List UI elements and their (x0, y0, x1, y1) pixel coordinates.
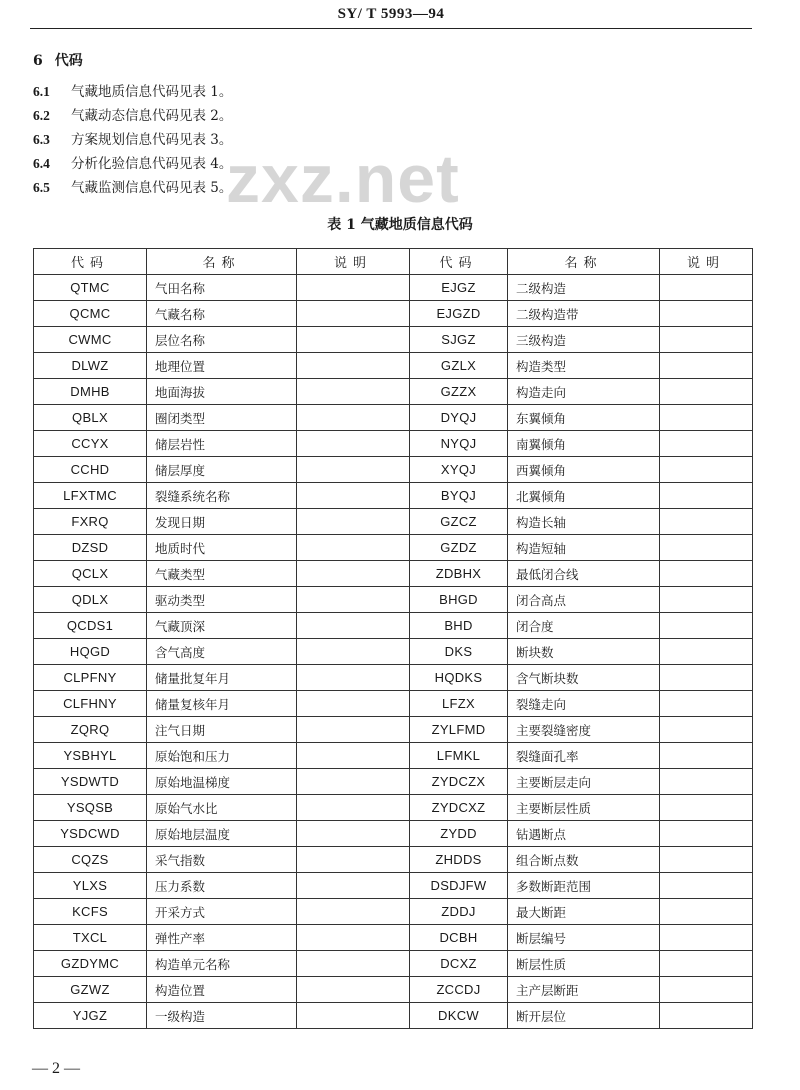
header-note: 说明 (660, 249, 753, 275)
name-cell: 构造长轴 (508, 509, 660, 535)
table-row (34, 379, 410, 405)
name-cell: 气田名称 (147, 275, 297, 301)
name-cell: 气藏顶深 (147, 613, 297, 639)
name-cell: 含气高度 (147, 639, 297, 665)
watermark: zxz.net (226, 141, 460, 217)
header-name: 名称 (147, 249, 297, 275)
note-cell (660, 561, 753, 587)
note-cell (297, 1003, 410, 1029)
section-number: 6 (33, 53, 43, 69)
clause-number: 6.1 (33, 84, 50, 99)
table-row (410, 431, 753, 457)
name-cell: 层位名称 (147, 327, 297, 353)
note-cell (297, 691, 410, 717)
name-cell: 断层性质 (508, 951, 660, 977)
name-cell: 构造位置 (147, 977, 297, 1003)
table-row (410, 795, 753, 821)
code-cell: DKS (410, 639, 508, 665)
name-cell: 最低闭合线 (508, 561, 660, 587)
code-cell: HQGD (34, 639, 147, 665)
table-row (410, 691, 753, 717)
table-row (410, 457, 753, 483)
name-cell: 发现日期 (147, 509, 297, 535)
note-cell (660, 821, 753, 847)
note-cell (297, 925, 410, 951)
name-cell: 构造走向 (508, 379, 660, 405)
table-row (34, 1003, 410, 1029)
name-cell: 东翼倾角 (508, 405, 660, 431)
name-cell: 储层厚度 (147, 457, 297, 483)
note-cell (297, 977, 410, 1003)
note-cell (660, 691, 753, 717)
name-cell: 含气断块数 (508, 665, 660, 691)
note-cell (297, 743, 410, 769)
table-row (410, 899, 753, 925)
table-row (410, 1003, 753, 1029)
code-cell: GZDZ (410, 535, 508, 561)
clause-number: 6.3 (33, 132, 50, 147)
code-cell: QDLX (34, 587, 147, 613)
note-cell (297, 899, 410, 925)
note-cell (660, 665, 753, 691)
code-cell: DLWZ (34, 353, 147, 379)
note-cell (297, 301, 410, 327)
header-note: 说明 (297, 249, 410, 275)
clause-item (33, 176, 232, 200)
code-cell: EJGZD (410, 301, 508, 327)
table-row (410, 951, 753, 977)
code-cell: QTMC (34, 275, 147, 301)
note-cell (297, 535, 410, 561)
note-cell (297, 405, 410, 431)
code-cell: GZLX (410, 353, 508, 379)
note-cell (660, 587, 753, 613)
name-cell: 地质时代 (147, 535, 297, 561)
note-cell (297, 873, 410, 899)
note-cell (660, 769, 753, 795)
name-cell: 南翼倾角 (508, 431, 660, 457)
table-row (410, 847, 753, 873)
name-cell: 构造类型 (508, 353, 660, 379)
code-cell: ZDDJ (410, 899, 508, 925)
table-row (34, 327, 410, 353)
clause-item (33, 128, 232, 152)
code-cell: YSBHYL (34, 743, 147, 769)
code-cell: CCHD (34, 457, 147, 483)
name-cell: 裂缝系统名称 (147, 483, 297, 509)
code-cell: ZYLFMD (410, 717, 508, 743)
clause-item (33, 80, 232, 104)
code-cell: TXCL (34, 925, 147, 951)
table-row (34, 483, 410, 509)
note-cell (297, 639, 410, 665)
table-row (410, 353, 753, 379)
code-cell: CWMC (34, 327, 147, 353)
note-cell (660, 925, 753, 951)
name-cell: 地面海拔 (147, 379, 297, 405)
code-cell: ZCCDJ (410, 977, 508, 1003)
table-row (410, 483, 753, 509)
code-cell: CLFHNY (34, 691, 147, 717)
table-row (34, 977, 410, 1003)
note-cell (660, 795, 753, 821)
table-row (34, 405, 410, 431)
name-cell: 气藏名称 (147, 301, 297, 327)
table-row (410, 665, 753, 691)
note-cell (660, 327, 753, 353)
note-cell (297, 951, 410, 977)
section-heading: 代码 (54, 53, 83, 69)
note-cell (660, 1003, 753, 1029)
name-cell: 主产层断距 (508, 977, 660, 1003)
name-cell: 气藏类型 (147, 561, 297, 587)
code-cell: DCXZ (410, 951, 508, 977)
note-cell (660, 483, 753, 509)
code-cell: GZZX (410, 379, 508, 405)
table-row (34, 431, 410, 457)
code-cell: ZHDDS (410, 847, 508, 873)
table-row (34, 535, 410, 561)
clause-text: 分析化验信息代码见表 4。 (71, 156, 233, 172)
note-cell (297, 483, 410, 509)
table-row (410, 821, 753, 847)
table-row (410, 327, 753, 353)
table-row (34, 743, 410, 769)
section-title (33, 50, 95, 70)
code-cell: FXRQ (34, 509, 147, 535)
note-cell (660, 509, 753, 535)
note-cell (297, 717, 410, 743)
table-row (410, 613, 753, 639)
table-row (410, 509, 753, 535)
code-cell: ZYDCZX (410, 769, 508, 795)
name-cell: 闭合高点 (508, 587, 660, 613)
code-cell: DMHB (34, 379, 147, 405)
clause-text: 方案规划信息代码见表 3。 (71, 132, 233, 148)
code-cell: ZDBHX (410, 561, 508, 587)
note-cell (297, 561, 410, 587)
code-table-right (409, 248, 753, 1029)
note-cell (297, 587, 410, 613)
code-cell: DCBH (410, 925, 508, 951)
note-cell (660, 405, 753, 431)
note-cell (660, 275, 753, 301)
name-cell: 断开层位 (508, 1003, 660, 1029)
code-cell: YLXS (34, 873, 147, 899)
note-cell (660, 535, 753, 561)
code-cell: SJGZ (410, 327, 508, 353)
table-row (34, 457, 410, 483)
code-cell: GZCZ (410, 509, 508, 535)
code-cell: DZSD (34, 535, 147, 561)
header-name: 名称 (508, 249, 660, 275)
note-cell (660, 353, 753, 379)
note-cell (660, 379, 753, 405)
name-cell: 储量复核年月 (147, 691, 297, 717)
note-cell (660, 743, 753, 769)
name-cell: 一级构造 (147, 1003, 297, 1029)
table-row (34, 587, 410, 613)
name-cell: 最大断距 (508, 899, 660, 925)
note-cell (297, 769, 410, 795)
name-cell: 组合断点数 (508, 847, 660, 873)
table-row (410, 639, 753, 665)
name-cell: 储量批复年月 (147, 665, 297, 691)
code-cell: BYQJ (410, 483, 508, 509)
note-cell (660, 301, 753, 327)
table-row (34, 353, 410, 379)
name-cell: 地理位置 (147, 353, 297, 379)
code-cell: CCYX (34, 431, 147, 457)
code-cell: ZQRQ (34, 717, 147, 743)
code-cell: NYQJ (410, 431, 508, 457)
code-cell: LFXTMC (34, 483, 147, 509)
note-cell (297, 821, 410, 847)
table-row (410, 717, 753, 743)
name-cell: 原始地温梯度 (147, 769, 297, 795)
table-row (34, 873, 410, 899)
table-row (34, 847, 410, 873)
name-cell: 西翼倾角 (508, 457, 660, 483)
name-cell: 裂缝走向 (508, 691, 660, 717)
note-cell (297, 431, 410, 457)
name-cell: 多数断距范围 (508, 873, 660, 899)
table-row (410, 587, 753, 613)
header-code: 代码 (410, 249, 508, 275)
code-cell: YJGZ (34, 1003, 147, 1029)
name-cell: 压力系数 (147, 873, 297, 899)
name-cell: 断块数 (508, 639, 660, 665)
name-cell: 开采方式 (147, 899, 297, 925)
name-cell: 构造短轴 (508, 535, 660, 561)
note-cell (660, 431, 753, 457)
code-cell: YSDWTD (34, 769, 147, 795)
note-cell (660, 847, 753, 873)
table-row (410, 301, 753, 327)
clause-text: 气藏动态信息代码见表 2。 (71, 108, 233, 124)
name-cell: 主要断层走向 (508, 769, 660, 795)
name-cell: 弹性产率 (147, 925, 297, 951)
note-cell (297, 847, 410, 873)
name-cell: 主要断层性质 (508, 795, 660, 821)
name-cell: 闭合度 (508, 613, 660, 639)
table-row (34, 821, 410, 847)
code-cell: QCDS1 (34, 613, 147, 639)
clause-text: 气藏监测信息代码见表 5。 (71, 180, 233, 196)
code-cell: GZWZ (34, 977, 147, 1003)
table-row (410, 275, 753, 301)
clause-item (33, 152, 232, 176)
clause-text: 气藏地质信息代码见表 1。 (71, 84, 233, 100)
code-cell: CLPFNY (34, 665, 147, 691)
code-cell: LFMKL (410, 743, 508, 769)
note-cell (297, 379, 410, 405)
code-cell: XYQJ (410, 457, 508, 483)
name-cell: 圈闭类型 (147, 405, 297, 431)
table-row (34, 691, 410, 717)
table-row (410, 561, 753, 587)
table-row (34, 795, 410, 821)
note-cell (297, 665, 410, 691)
table-row (410, 873, 753, 899)
code-cell: YSQSB (34, 795, 147, 821)
name-cell: 储层岩性 (147, 431, 297, 457)
code-cell: LFZX (410, 691, 508, 717)
name-cell: 主要裂缝密度 (508, 717, 660, 743)
name-cell: 原始地层温度 (147, 821, 297, 847)
note-cell (297, 327, 410, 353)
name-cell: 三级构造 (508, 327, 660, 353)
note-cell (660, 613, 753, 639)
note-cell (660, 873, 753, 899)
code-table-left (33, 248, 410, 1029)
table-row (34, 509, 410, 535)
code-cell: GZDYMC (34, 951, 147, 977)
note-cell (297, 509, 410, 535)
table-row (34, 275, 410, 301)
note-cell (297, 795, 410, 821)
clause-number: 6.4 (33, 156, 50, 171)
table-row (34, 665, 410, 691)
code-cell: BHGD (410, 587, 508, 613)
name-cell: 二级构造带 (508, 301, 660, 327)
note-cell (660, 899, 753, 925)
note-cell (297, 353, 410, 379)
clause-number: 6.5 (33, 180, 50, 195)
name-cell: 构造单元名称 (147, 951, 297, 977)
name-cell: 原始饱和压力 (147, 743, 297, 769)
table-caption: 表 1 气藏地质信息代码 (327, 217, 473, 233)
clause-number: 6.2 (33, 108, 50, 123)
code-cell: ZYDD (410, 821, 508, 847)
table-row (410, 743, 753, 769)
code-cell: QCLX (34, 561, 147, 587)
table-row (34, 899, 410, 925)
name-cell: 北翼倾角 (508, 483, 660, 509)
name-cell: 注气日期 (147, 717, 297, 743)
table-row (34, 925, 410, 951)
name-cell: 原始气水比 (147, 795, 297, 821)
table-row (34, 951, 410, 977)
note-cell (660, 457, 753, 483)
code-cell: CQZS (34, 847, 147, 873)
note-cell (297, 457, 410, 483)
table-row (34, 301, 410, 327)
standard-header: SY/ T 5993—94 (30, 2, 752, 29)
code-cell: QBLX (34, 405, 147, 431)
note-cell (297, 613, 410, 639)
code-cell: EJGZ (410, 275, 508, 301)
note-cell (660, 639, 753, 665)
name-cell: 采气指数 (147, 847, 297, 873)
table-row (410, 977, 753, 1003)
page-number: — 2 — (32, 1060, 80, 1077)
name-cell: 二级构造 (508, 275, 660, 301)
name-cell: 钻遇断点 (508, 821, 660, 847)
clause-item (33, 104, 232, 128)
clause-list (33, 80, 232, 200)
code-cell: YSDCWD (34, 821, 147, 847)
code-cell: DKCW (410, 1003, 508, 1029)
code-cell: QCMC (34, 301, 147, 327)
code-cell: DSDJFW (410, 873, 508, 899)
name-cell: 裂缝面孔率 (508, 743, 660, 769)
table-row (410, 535, 753, 561)
code-cell: ZYDCXZ (410, 795, 508, 821)
note-cell (660, 977, 753, 1003)
table-row (34, 769, 410, 795)
table-row (34, 639, 410, 665)
table-row (410, 405, 753, 431)
code-cell: HQDKS (410, 665, 508, 691)
table-row (410, 769, 753, 795)
table-row (34, 561, 410, 587)
header-code: 代码 (34, 249, 147, 275)
note-cell (660, 951, 753, 977)
code-cell: BHD (410, 613, 508, 639)
table-row (34, 717, 410, 743)
note-cell (660, 717, 753, 743)
name-cell: 驱动类型 (147, 587, 297, 613)
note-cell (297, 275, 410, 301)
table-row (34, 613, 410, 639)
table-row (410, 925, 753, 951)
table-row (410, 379, 753, 405)
code-cell: KCFS (34, 899, 147, 925)
code-cell: DYQJ (410, 405, 508, 431)
name-cell: 断层编号 (508, 925, 660, 951)
